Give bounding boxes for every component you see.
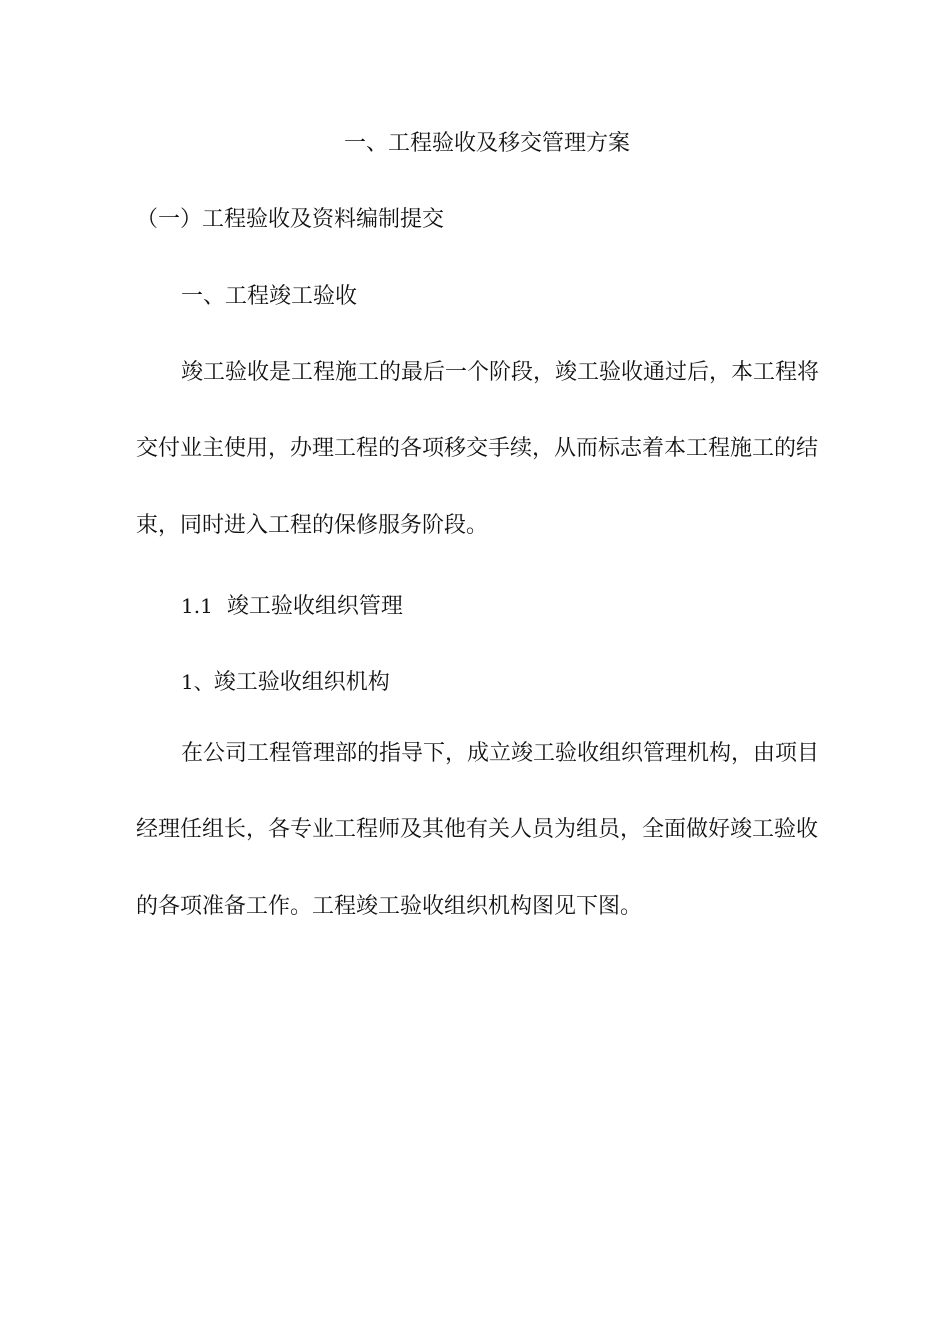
section-heading: （一）工程验收及资料编制提交: [136, 207, 445, 232]
paragraph-1-line-1: 竣工验收是工程施工的最后一个阶段，竣工验收通过后，本工程将: [181, 360, 820, 385]
heading-item-1-number: 1、: [181, 670, 214, 694]
subsection-heading: 一、工程竣工验收: [181, 284, 358, 309]
heading-1-1-number: 1.1: [181, 594, 213, 618]
heading-1-1-text: 竣工验收组织管理: [226, 594, 403, 619]
paragraph-1-line-3: 束，同时进入工程的保修服务阶段。: [136, 513, 489, 538]
paragraph-2-line-1: 在公司工程管理部的指导下，成立竣工验收组织管理机构，由项目: [181, 741, 820, 766]
document-title: 一、工程验收及移交管理方案: [343, 131, 630, 156]
heading-1-1: [181, 591, 403, 622]
heading-item-1-text: 竣工验收组织机构: [213, 670, 390, 695]
paragraph-2-line-3: 的各项准备工作。工程竣工验收组织机构图见下图。: [136, 894, 643, 919]
heading-item-1: [181, 667, 390, 698]
paragraph-2-line-2: 经理任组长，各专业工程师及其他有关人员为组员，全面做好竣工验收: [136, 817, 819, 842]
paragraph-1-line-2: 交付业主使用，办理工程的各项移交手续，从而标志着本工程施工的结: [136, 436, 819, 461]
